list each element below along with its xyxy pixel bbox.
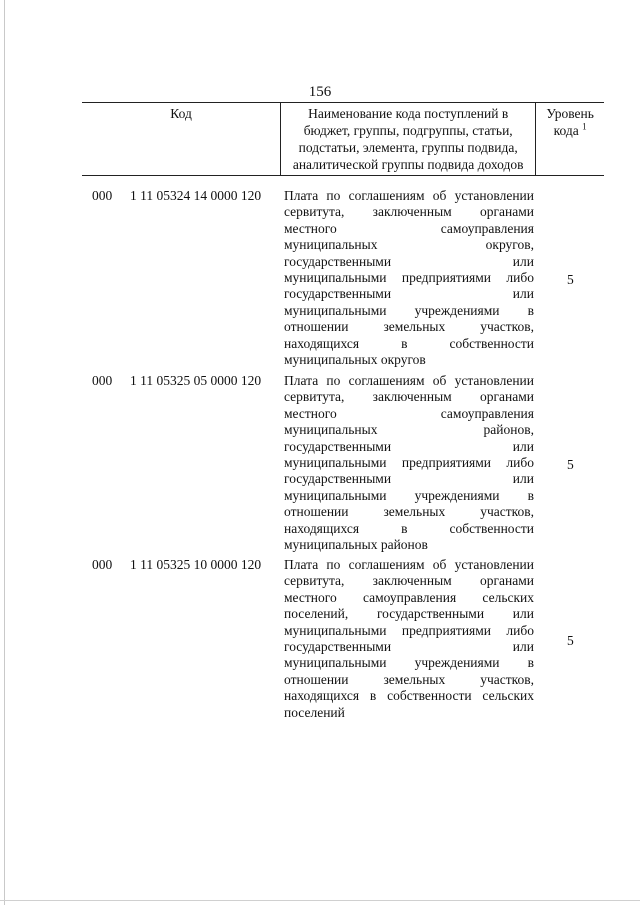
header-level: Уровень кода $^1$	[536, 103, 604, 176]
revenue-code: 1 11 05325 05 0000 120	[130, 373, 262, 388]
scan-edge-bottom	[0, 900, 640, 901]
admin-code: 000	[92, 188, 113, 203]
footnote-marker: 1	[582, 121, 587, 132]
scan-edge-left	[4, 0, 5, 905]
revenue-description: Плата по соглашениям об установлении сервитута, заключенным органами местного самоуправления муниципальных округов, государственными или муниципальными предприятиями либо государственными или муниципальными учреждениями в отношении земельных участков, находящихся в собственности муниципальных округов	[284, 188, 534, 367]
code-level: 5	[567, 272, 574, 287]
header-name: Наименование кода поступлений в бюджет, группы, подгруппы, статьи, подстатьи, элемента, группы подвида, аналитической группы подвида доходов	[281, 103, 536, 176]
table-header	[82, 102, 604, 176]
header-code: Код	[82, 103, 281, 176]
code-level: 5	[567, 457, 574, 472]
revenue-code: 1 11 05325 10 0000 120	[130, 557, 262, 572]
code-level: 5	[567, 633, 574, 648]
admin-code: 000	[92, 557, 113, 572]
page-number: 156	[308, 84, 332, 100]
revenue-code: 1 11 05324 14 0000 120	[130, 188, 262, 203]
admin-code: 000	[92, 373, 113, 388]
revenue-description: Плата по соглашениям об установлении сервитута, заключенным органами местного самоуправления сельских поселений, государственными или муниципальными предприятиями либо государственными или муниципальными учреждениями в отношении земельных участков, находящихся в собственности сельских поселений	[284, 557, 534, 720]
revenue-description: Плата по соглашениям об установлении сервитута, заключенным органами местного самоуправления муниципальных районов, государственными или муниципальными предприятиями либо государственными или муниципальными учреждениями в отношении земельных участков, находящихся в собственности муниципальных районов	[284, 373, 534, 552]
